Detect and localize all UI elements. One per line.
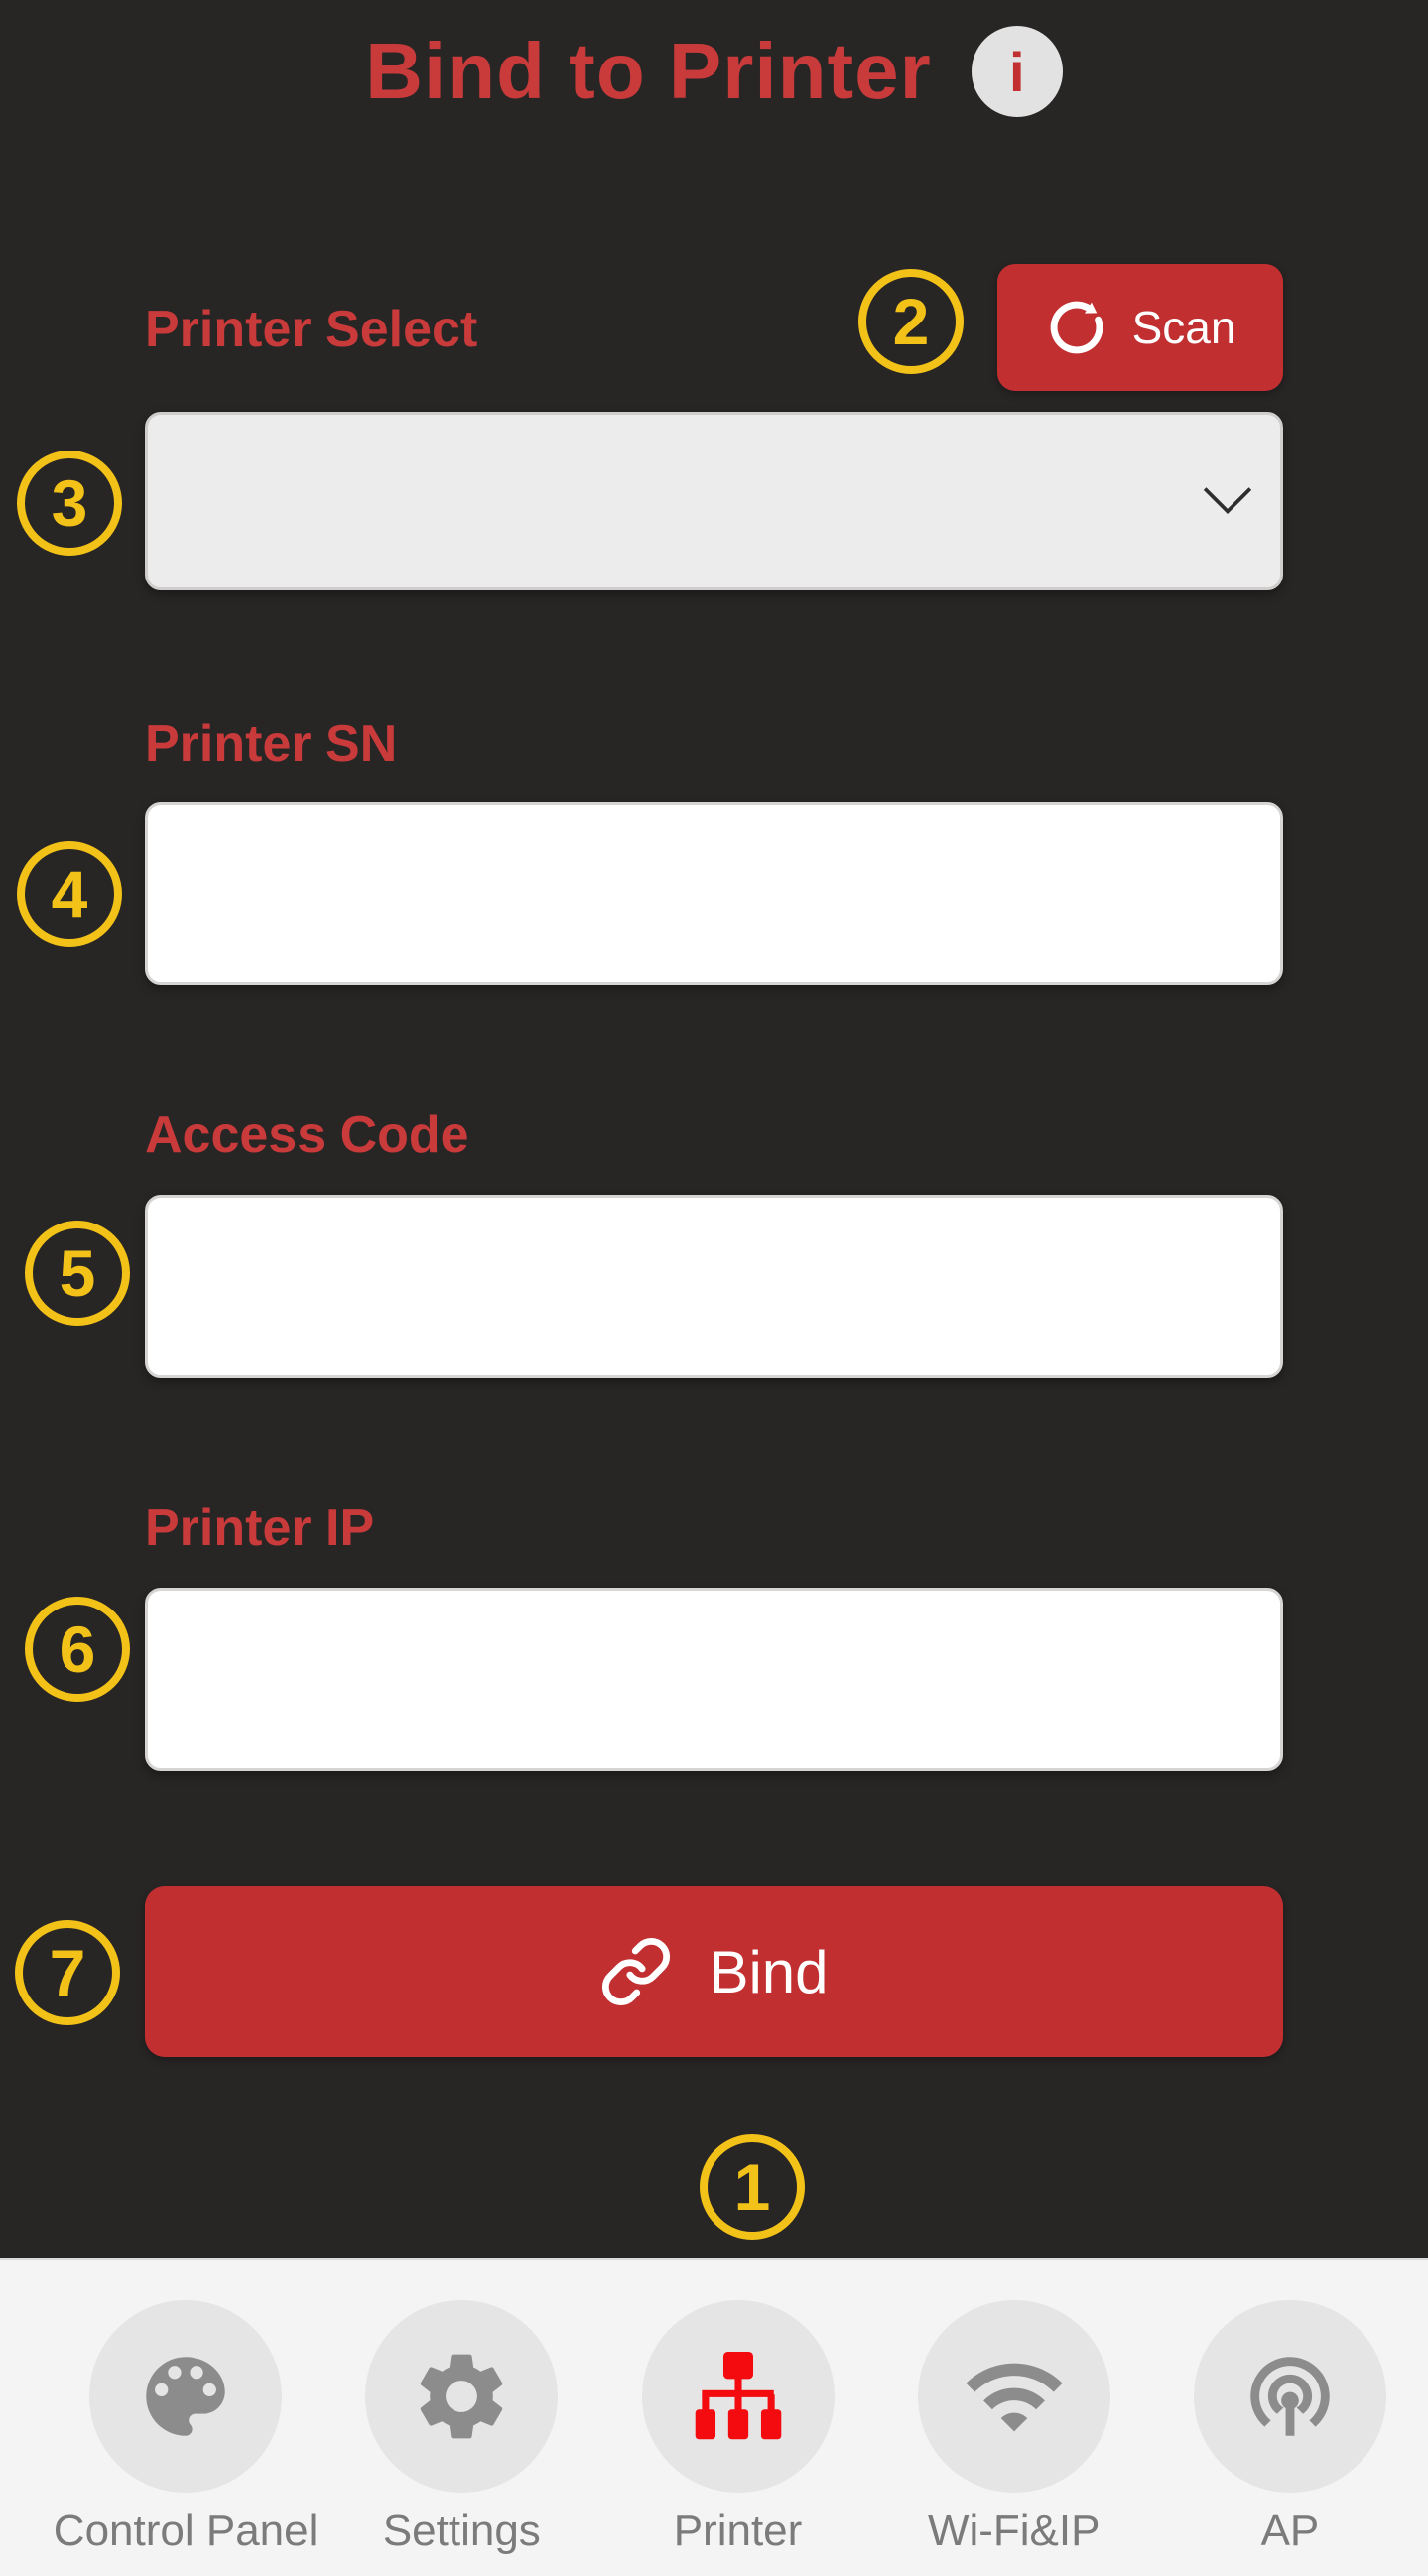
gear-icon [409,2344,514,2449]
nav-label: Control Panel [53,2507,319,2555]
printer-sn-label: Printer SN [145,715,398,773]
nav-label: Settings [382,2507,541,2555]
bottom-nav [0,2258,1428,2576]
page-title: Bind to Printer [365,27,932,115]
access-code-label: Access Code [145,1106,469,1164]
printer-ip-input[interactable] [145,1588,1283,1771]
wifi-icon [962,2344,1067,2449]
nav-item-wifi-ip[interactable] [876,2260,1152,2576]
step-marker-4: 4 [17,841,122,947]
printer-select-dropdown[interactable] [145,412,1283,590]
refresh-icon [1045,296,1108,359]
bind-button[interactable] [145,1886,1283,2057]
printer-ip-label: Printer IP [145,1499,375,1557]
printer-sn-input[interactable] [145,802,1283,985]
nav-label: Printer [673,2507,803,2555]
network-icon [686,2344,791,2449]
step-marker-5: 5 [25,1221,130,1326]
step-marker-1: 1 [700,2134,805,2240]
nav-circle [918,2300,1110,2493]
link-icon [599,1935,673,2008]
step-marker-6: 6 [25,1597,130,1702]
nav-label: Wi-Fi&IP [927,2507,1101,2555]
nav-circle [642,2300,835,2493]
info-icon[interactable]: i [972,26,1063,117]
printer-select-label: Printer Select [145,301,478,358]
scan-button-label: Scan [1131,302,1236,353]
nav-label: AP [1260,2507,1320,2555]
step-marker-3: 3 [17,451,122,556]
header [0,26,1428,117]
nav-item-ap[interactable] [1152,2260,1428,2576]
palette-icon [133,2344,238,2449]
chevron-down-icon [1201,484,1254,518]
step-marker-7: 7 [15,1920,120,2025]
nav-item-settings[interactable] [324,2260,599,2576]
step-marker-2: 2 [858,269,964,374]
nav-circle [365,2300,558,2493]
nav-circle [89,2300,282,2493]
access-code-input[interactable] [145,1195,1283,1378]
nav-item-control-panel[interactable] [48,2260,324,2576]
antenna-icon [1237,2344,1343,2449]
nav-circle [1194,2300,1386,2493]
scan-button[interactable] [997,264,1283,391]
nav-item-printer[interactable] [599,2260,875,2576]
bind-button-label: Bind [709,1938,829,2005]
